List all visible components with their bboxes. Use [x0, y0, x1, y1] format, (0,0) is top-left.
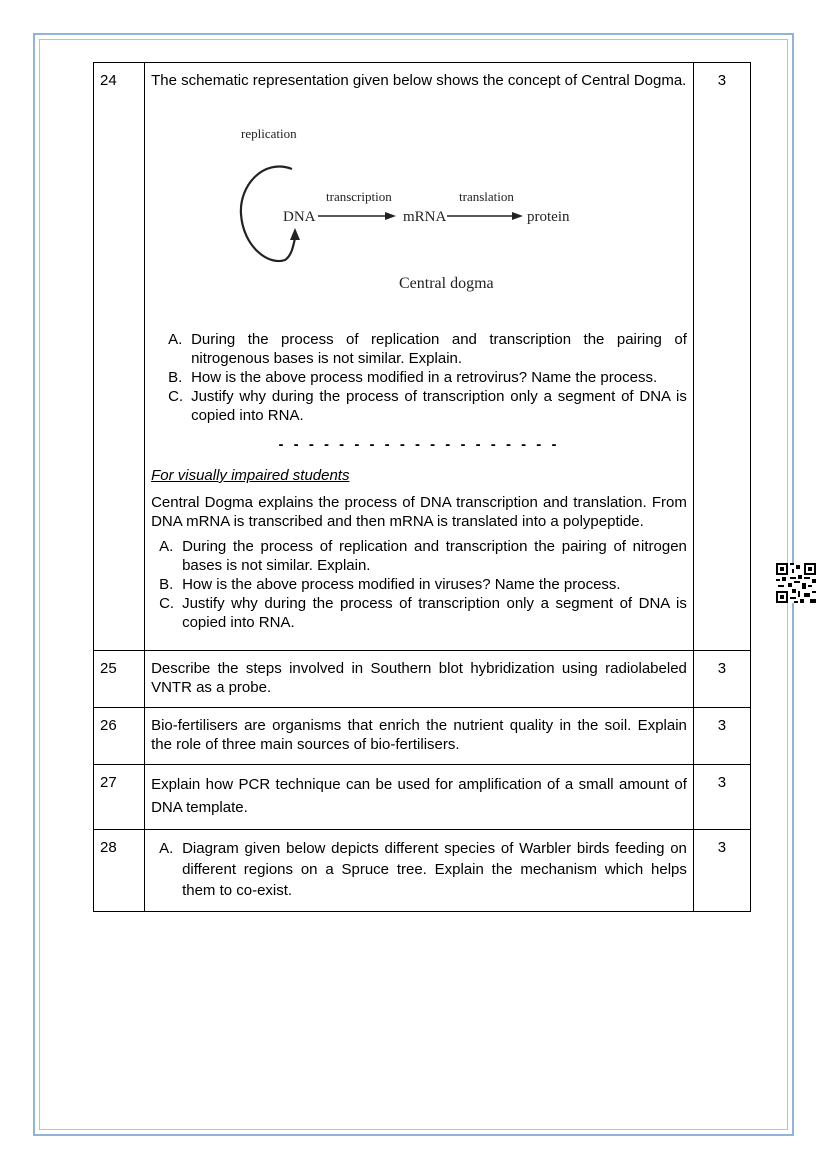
question-marks: 3 [693, 63, 750, 651]
central-dogma-svg [233, 116, 593, 296]
question-intro: The schematic representation given below shows the concept of Central Dogma. [151, 72, 687, 89]
question-body: Bio-fertilisers are organisms that enrich the nutrient quality in the soil. Explain the role of three main sources of bio-fertilisers. [145, 708, 694, 765]
question-number: 27 [94, 765, 145, 830]
question-body [145, 830, 694, 912]
dna-label: DNA [283, 209, 316, 225]
replication-label: replication [241, 126, 297, 141]
question-row-27 [94, 765, 751, 830]
question-marks: 3 [693, 765, 750, 830]
translation-label: translation [459, 189, 514, 204]
question-row-24 [94, 63, 751, 651]
question-number: 24 [94, 63, 145, 651]
qr-code-icon [776, 563, 816, 603]
question-body [145, 63, 694, 651]
visually-impaired-heading: For visually impaired students [151, 467, 350, 484]
question-number: 25 [94, 651, 145, 708]
question-row-25 [94, 651, 751, 708]
question-row-28 [94, 830, 751, 912]
list-item: A. During the process of replication and transcription the pairing of nitrogenous bases is not similar. Explain. [168, 331, 687, 367]
diagram-caption: Central dogma [399, 275, 494, 292]
list-item: B. How is the above process modified in viruses? Name the process. [159, 576, 621, 593]
list-item: A. Diagram given below depicts different species of Warbler birds feeding on different regions on a Spruce tree. Explain the mechanism which helps them to co-exist. [159, 840, 687, 899]
question-body: Describe the steps involved in Southern blot hybridization using radiolabeled VNTR as a probe. [145, 651, 694, 708]
protein-label: protein [527, 209, 570, 225]
question-row-26 [94, 708, 751, 765]
translation-arrowhead [512, 212, 523, 220]
list-item: A. During the process of replication and transcription the pairing of nitrogen bases is not similar. Explain. [159, 538, 687, 574]
mrna-label: mRNA [403, 209, 447, 225]
list-item: C. Justify why during the process of transcription only a segment of DNA is copied into RNA. [159, 595, 687, 631]
transcription-label: transcription [326, 189, 392, 204]
section-separator: - - - - - - - - - - - - - - - - - - - [278, 436, 560, 453]
question-number: 28 [94, 830, 145, 912]
replication-arrowhead [290, 228, 300, 240]
question-parts [159, 838, 687, 901]
question-marks: 3 [693, 830, 750, 912]
question-number: 26 [94, 708, 145, 765]
transcription-arrowhead [385, 212, 396, 220]
question-marks: 3 [693, 651, 750, 708]
question-marks: 3 [693, 708, 750, 765]
question-table [93, 62, 751, 912]
question-body: Explain how PCR technique can be used for amplification of a small amount of DNA template. [145, 765, 694, 830]
list-item: B. How is the above process modified in a retrovirus? Name the process. [168, 369, 658, 386]
visually-impaired-intro: Central Dogma explains the process of DNA transcription and translation. From DNA mRNA is transcribed and then mRNA is translated into a polypeptide. [151, 494, 687, 530]
visually-impaired-parts [159, 537, 687, 632]
central-dogma-diagram [151, 90, 687, 330]
question-parts [168, 330, 687, 425]
list-item: C. Justify why during the process of transcription only a segment of DNA is copied into RNA. [168, 388, 687, 424]
